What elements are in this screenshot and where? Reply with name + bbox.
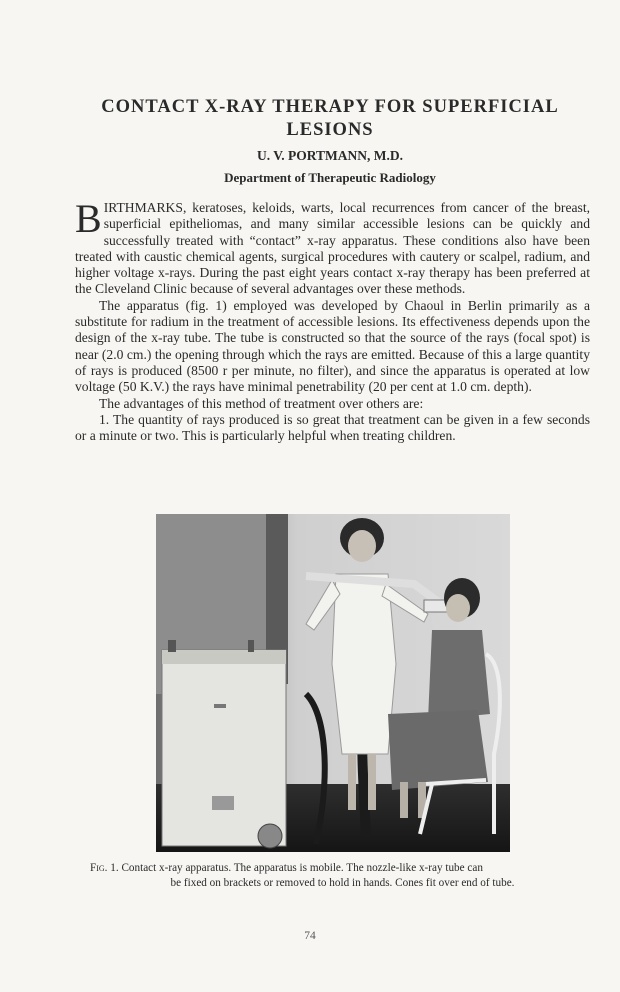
paragraph-1-lead-word: IRTHMARKS: [103, 200, 183, 215]
caption-label: Fig. 1.: [90, 862, 119, 874]
xray-apparatus-photo: [156, 514, 510, 852]
article-body: [75, 196, 590, 444]
figure-photograph: [156, 514, 510, 852]
article-title: [70, 96, 590, 142]
drop-cap: B: [75, 196, 102, 241]
paragraph-3: The advantages of this method of treatment over others are:: [99, 395, 424, 411]
paragraph-4: 1. The quantity of rays produced is so great that treatment can be given in a few seconds or a minute or two. This is particularly helpful when treating children.: [75, 411, 590, 444]
paragraph-1-text: , keratoses, keloids, warts, local recurrences from cancer of the breast, superficial epitheliomas, and many similar accessible lesions can be quickly and successfully treated with “contact” x-ray apparatus. These conditions also have been treated with caustic chemical agents, surgical procedures with cautery or scalpel, radium, and higher voltage x-rays. During the past eight years contact x-ray therapy has been preferred at the Cleveland Clinic because of several advantages over these methods.: [75, 200, 590, 297]
title-line-1: CONTACT X-RAY THERAPY FOR SUPERFICIAL: [101, 97, 559, 117]
paragraph-1: [75, 196, 590, 298]
title-line-2: LESIONS: [286, 120, 374, 140]
caption-line-2: be fixed on brackets or removed to hold in hands. Cones fit over end of tube.: [170, 876, 515, 889]
department-line: Department of Therapeutic Radiology: [224, 170, 436, 185]
paragraph-2: The apparatus (fig. 1) employed was developed by Chaoul in Berlin primarily as a substitute for radium in the treatment of accessible lesions. Its effectiveness depends upon the design of the x-ray tube. The tube is constructed so that the source of the rays (focal spot) is near (2.0 cm.) the opening through which the rays are emitted. Because of this a large quantity of rays is produced (8500 r per minute, no filter), and since the apparatus is operated at low voltage (50 K.V.) the rays have minimal penetrability (20 per cent at 1.0 cm. depth).: [75, 297, 590, 395]
page-number: 74: [304, 930, 316, 942]
figure-caption: [90, 861, 595, 890]
caption-line-1: [90, 861, 595, 876]
author-byline: U. V. PORTMANN, M.D.: [256, 148, 404, 163]
caption-text-1: Contact x-ray apparatus. The apparatus is mobile. The nozzle-like x-ray tube can: [121, 862, 483, 874]
